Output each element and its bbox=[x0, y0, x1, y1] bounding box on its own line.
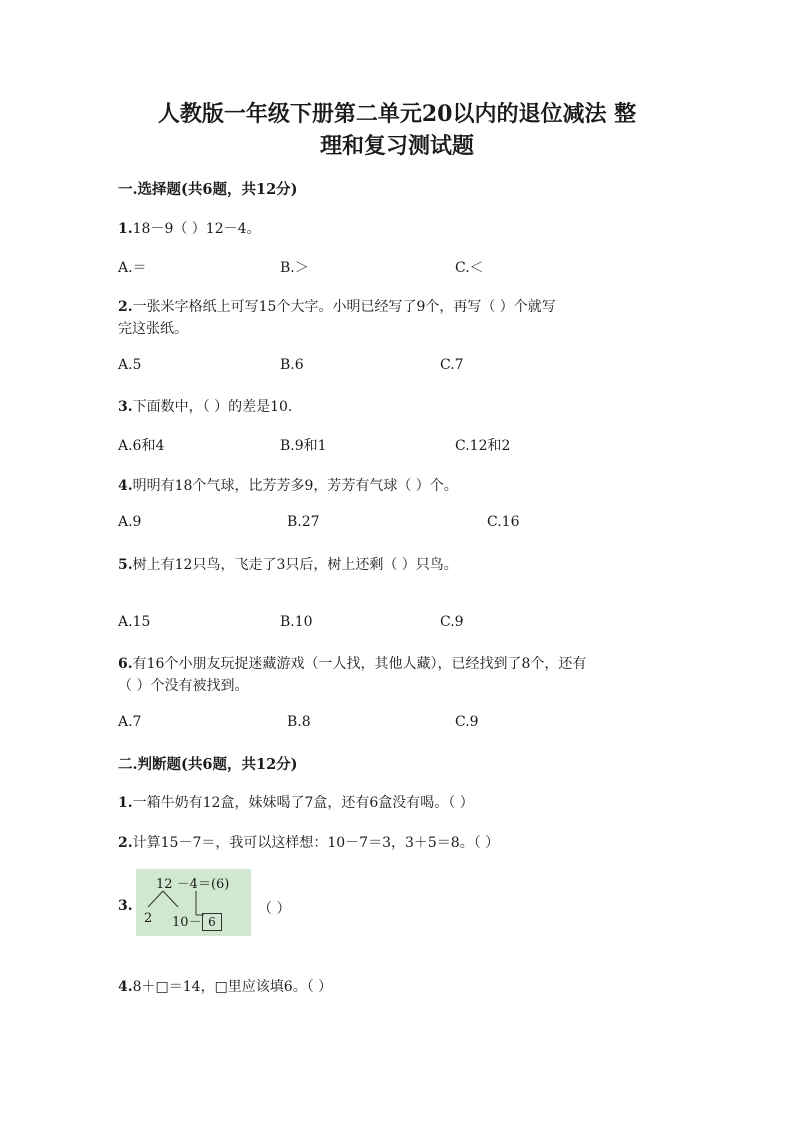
page-title-line1: 人教版一年级下册第二单元20以内的退位减法 整 bbox=[157, 101, 637, 127]
question-text: 一张米字格纸上可写15个大字。小明已经写了9个，再写（ ）个就写 bbox=[132, 299, 556, 315]
question-number: 3. bbox=[118, 898, 133, 914]
question-number: 5. bbox=[118, 557, 133, 573]
option-a[interactable]: A.5 bbox=[118, 357, 142, 373]
question-text: 明明有18个气球，比芳芳多9，芳芳有气球（ ）个。 bbox=[132, 478, 458, 494]
diagram-expression: 12 －4＝(6) bbox=[156, 877, 230, 892]
diagram-answer-box: 6 bbox=[202, 913, 222, 931]
question-1 bbox=[118, 218, 261, 238]
question-text: 下面数中，（ ）的差是10. bbox=[132, 399, 293, 415]
diagram-left-part: 2 bbox=[144, 911, 153, 926]
question-6-continued: （ ）个没有被找到。 bbox=[118, 678, 249, 694]
question-6 bbox=[118, 653, 586, 673]
option-a[interactable]: A.＝ bbox=[118, 260, 147, 276]
question-text: 18－9（ ）12－4。 bbox=[132, 221, 261, 237]
option-b[interactable]: B.6 bbox=[280, 357, 304, 373]
option-c[interactable]: C.9 bbox=[440, 614, 464, 630]
option-a[interactable]: A.6和4 bbox=[118, 438, 165, 454]
question-number: 6. bbox=[118, 656, 133, 672]
option-c[interactable]: C.9 bbox=[455, 714, 479, 730]
question-text: 计算15－7＝，我可以这样想：10－7＝3，3＋5＝8。（ ） bbox=[132, 835, 500, 851]
judge-question-3-number bbox=[118, 898, 133, 914]
section-heading-choice: 一.选择题(共6题，共12分) bbox=[118, 181, 298, 198]
option-a[interactable]: A.9 bbox=[118, 514, 142, 530]
option-b[interactable]: B.9和1 bbox=[280, 438, 327, 454]
question-number: 1. bbox=[118, 795, 133, 811]
option-c[interactable]: C.＜ bbox=[455, 260, 484, 276]
question-number: 2. bbox=[118, 835, 133, 851]
page-title-line2: 理和复习测试题 bbox=[319, 133, 474, 159]
question-number: 1. bbox=[118, 221, 133, 237]
option-a[interactable]: A.7 bbox=[118, 714, 142, 730]
question-number: 4. bbox=[118, 478, 133, 494]
option-c[interactable]: C.7 bbox=[440, 357, 464, 373]
option-b[interactable]: B.＞ bbox=[280, 260, 309, 276]
judge-question-3-blank[interactable]: （ ） bbox=[258, 901, 291, 917]
judge-question-2 bbox=[118, 832, 499, 852]
question-text: 树上有12只鸟，飞走了3只后，树上还剩（ ）只鸟。 bbox=[132, 557, 458, 573]
question-4 bbox=[118, 475, 458, 495]
option-b[interactable]: B.8 bbox=[287, 714, 311, 730]
question-5 bbox=[118, 554, 458, 574]
diagram-mid-part: 10－ bbox=[172, 915, 202, 930]
question-number: 3. bbox=[118, 399, 133, 415]
question-2 bbox=[118, 296, 556, 316]
question-text: 一箱牛奶有12盒，妹妹喝了7盒，还有6盒没有喝。（ ） bbox=[132, 795, 474, 811]
question-2-continued: 完这张纸。 bbox=[118, 321, 188, 337]
option-a[interactable]: A.15 bbox=[118, 614, 151, 630]
option-c[interactable]: C.12和2 bbox=[455, 438, 511, 454]
question-3 bbox=[118, 396, 292, 416]
section-heading-judgement: 二.判断题(共6题，共12分) bbox=[118, 756, 298, 773]
option-b[interactable]: B.27 bbox=[287, 514, 320, 530]
question-number: 2. bbox=[118, 299, 133, 315]
question-text: 8＋□＝14，□里应该填6。（ ） bbox=[132, 979, 333, 995]
subtraction-diagram bbox=[136, 869, 251, 936]
judge-question-4 bbox=[118, 976, 332, 996]
option-c[interactable]: C.16 bbox=[487, 514, 520, 530]
question-number: 4. bbox=[118, 979, 133, 995]
judge-question-1 bbox=[118, 792, 474, 812]
question-text: 有16个小朋友玩捉迷藏游戏（一人找，其他人藏），已经找到了8个，还有 bbox=[132, 656, 587, 672]
option-b[interactable]: B.10 bbox=[280, 614, 313, 630]
